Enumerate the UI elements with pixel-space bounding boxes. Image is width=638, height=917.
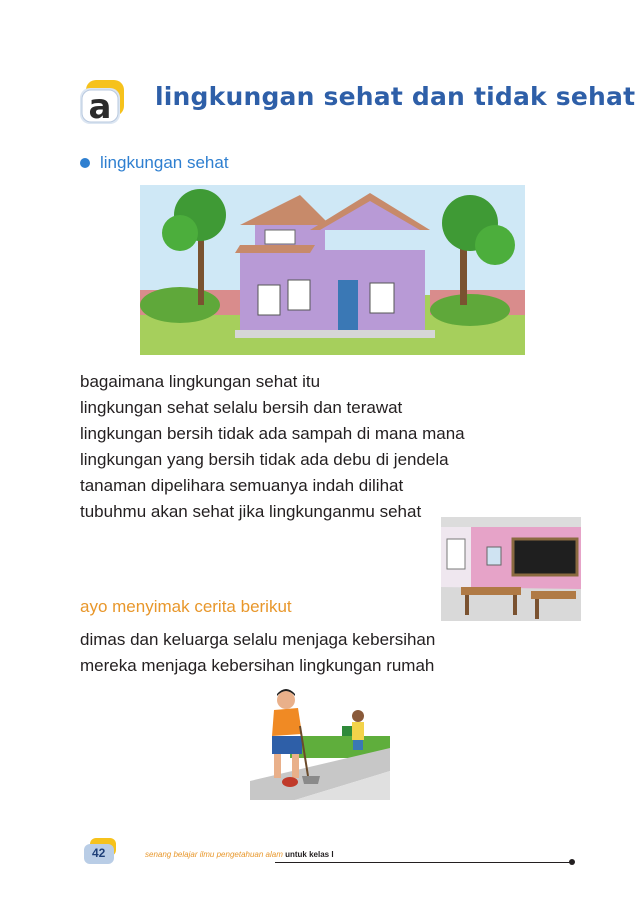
footer-book-title-tail: untuk kelas I (282, 850, 334, 859)
paragraph-line: tanaman dipelihara semuanya indah dilihat (80, 476, 404, 495)
footer-divider (275, 862, 572, 863)
section-badge-icon (80, 78, 128, 126)
footer-book-title (145, 850, 334, 859)
story-line: mereka menjaga kebersihan lingkungan rumah (80, 656, 435, 675)
children-cleaning-illustration (250, 686, 390, 800)
paragraph-line: lingkungan sehat selalu bersih dan terawat (80, 398, 403, 417)
story-line: dimas dan keluarga selalu menjaga kebersihan (80, 630, 436, 649)
bullet-dot-icon (80, 158, 90, 168)
footer-dot-icon (569, 859, 575, 865)
paragraph-line: lingkungan yang bersih tidak ada debu di jendela (80, 450, 449, 469)
classroom-illustration (441, 517, 581, 621)
paragraph-line: lingkungan bersih tidak ada sampah di mana mana (80, 424, 465, 443)
paragraph-line: bagaimana lingkungan sehat itu (80, 372, 321, 391)
bullet-heading-label: lingkungan sehat (100, 153, 229, 172)
paragraph-line: tubuhmu akan sehat jika lingkunganmu sehat (80, 502, 422, 521)
page-number: 42 (92, 846, 106, 860)
section-title: lingkungan sehat dan tidak sehat (155, 82, 636, 111)
footer-book-title-main: senang belajar ilmu pengetahuan alam (145, 850, 283, 859)
healthy-environment-paragraph (80, 369, 465, 525)
bullet-heading (80, 153, 229, 173)
story-paragraph (80, 627, 435, 679)
house-illustration (140, 185, 525, 355)
story-subheading: ayo menyimak cerita berikut (80, 597, 292, 616)
section-badge-letter: a (88, 87, 112, 126)
